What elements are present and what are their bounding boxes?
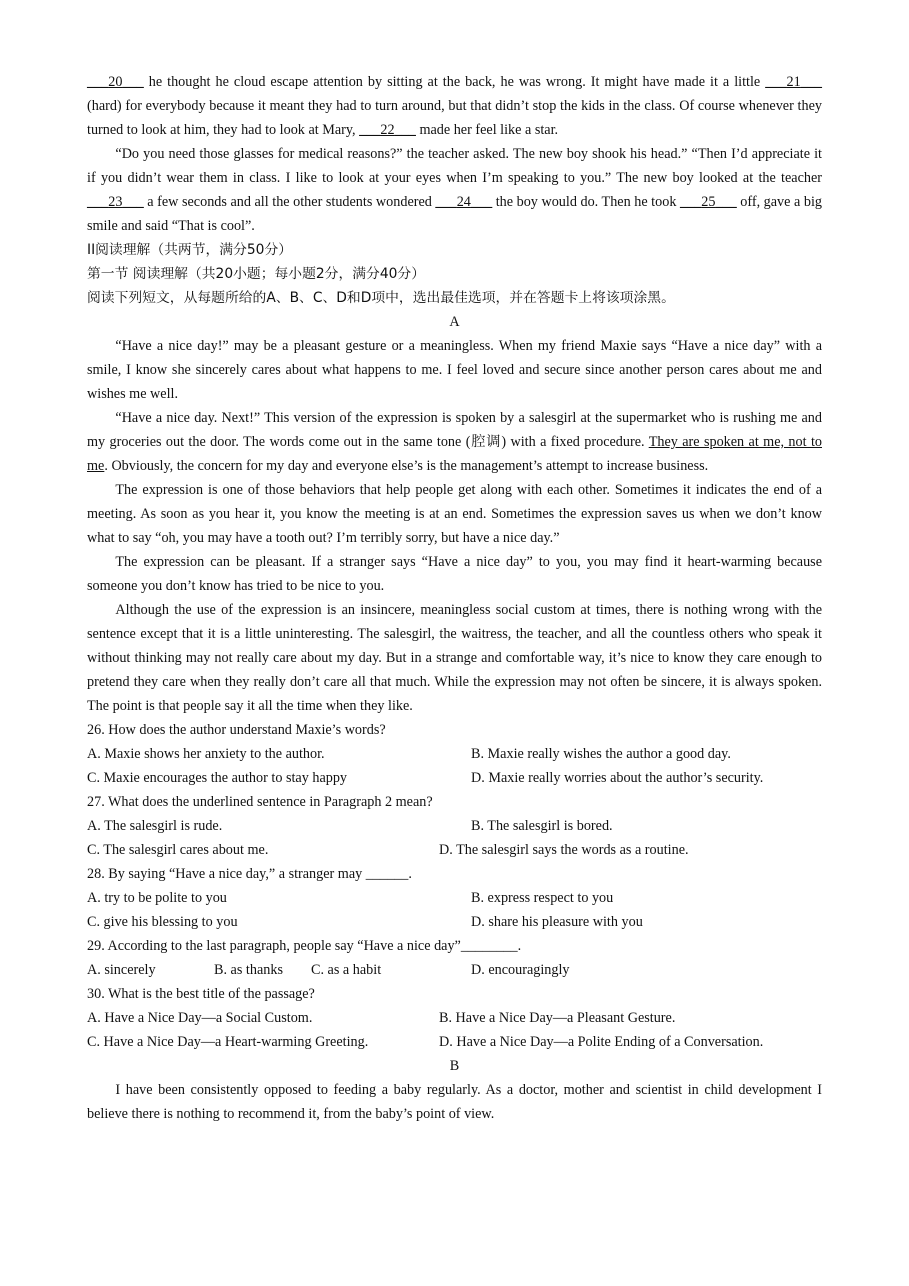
question-27-option-c: C. The salesgirl cares about me.	[87, 842, 269, 858]
question-29-option-b: B. as thanks	[214, 962, 283, 978]
part-1-title: 第一节 阅读理解（共20小题；每小题2分，满分40分）	[87, 266, 426, 282]
question-28-options-row-1	[87, 886, 822, 910]
blank-24: ___24___	[435, 194, 493, 210]
question-26-option-b: B. Maxie really wishes the author a good day.	[471, 746, 731, 762]
passage-a-paragraph-4: The expression can be pleasant. If a stranger says “Have a nice day” to you, you may find it heart-warming because someone you don’t know has tried to be nice to you.	[87, 554, 822, 594]
question-26-stem: 26. How does the author understand Maxie’s words?	[87, 722, 386, 738]
question-29-option-d: D. encouragingly	[471, 962, 570, 978]
cloze-paragraph-2: “Do you need those glasses for medical reasons?” the teacher asked. The new boy shook his head.” “Then I’d appreciate it if you didn’t wear them in class. I like to look at your eyes when I’m speaking to you.” The new boy looked at the teacher ___23___ a few seconds and all the other students wondered ___24___ the boy would do. Then he took ___25___ off, gave a big smile and said “That is cool”.	[87, 146, 822, 234]
question-30-option-b: B. Have a Nice Day—a Pleasant Gesture.	[439, 1010, 676, 1026]
section-ii-title: II阅读理解（共两节，满分50分）	[87, 242, 293, 258]
blank-21: ___21___	[765, 74, 822, 90]
cloze-paragraph-1: ___20___ he thought he cloud escape attention by sitting at the back, he was wrong. It might have made it a little ___21___ (hard) for everybody because it meant they had to turn around, but that didn’t stop the kids in the class. Of course whenever they turned to look at him, they had to look at Mary, ___22___ made her feel like a star.	[87, 74, 822, 138]
question-30-options-row-1	[87, 1006, 822, 1030]
question-28-option-a: A. try to be polite to you	[87, 890, 227, 906]
blank-22: ___22___	[359, 122, 416, 138]
question-26-option-d: D. Maxie really worries about the author’s security.	[471, 770, 764, 786]
passage-b-label: B	[449, 1058, 460, 1074]
question-26-options-row-2	[87, 766, 822, 790]
question-27-option-d: D. The salesgirl says the words as a routine.	[439, 842, 689, 858]
passage-a-paragraph-1: “Have a nice day!” may be a pleasant gesture or a meaningless. When my friend Maxie says “Have a nice day” with a smile, I know she sincerely cares about what happens to me. I feel loved and secure since another person cares about me and wishes me well.	[87, 338, 822, 402]
question-28-option-b: B. express respect to you	[471, 890, 614, 906]
question-28-options-row-2	[87, 910, 822, 934]
question-27-stem: 27. What does the underlined sentence in Paragraph 2 mean?	[87, 794, 433, 810]
question-27-option-a: A. The salesgirl is rude.	[87, 818, 223, 834]
question-27-option-b: B. The salesgirl is bored.	[471, 818, 613, 834]
question-29-options-row	[87, 958, 822, 982]
question-26-option-a: A. Maxie shows her anxiety to the author.	[87, 746, 325, 762]
underlined-sentence: They are spoken at me, not to me	[87, 434, 822, 474]
question-26-option-c: C. Maxie encourages the author to stay happy	[87, 770, 348, 786]
question-29-stem: 29. According to the last paragraph, people say “Have a nice day”________.	[87, 938, 522, 954]
question-27-options-row-1	[87, 814, 822, 838]
question-28-option-c: C. give his blessing to you	[87, 914, 238, 930]
question-26-options-row-1	[87, 742, 822, 766]
document-page	[87, 70, 822, 1126]
question-30-stem: 30. What is the best title of the passage?	[87, 986, 315, 1002]
passage-a-label: A	[449, 314, 460, 330]
passage-a-paragraph-3: The expression is one of those behaviors that help people get along with each other. Sometimes it indicates the end of a meeting. As soon as you hear it, you know the meeting is at an end. Sometimes the expression saves us when we don’t know what to say “oh, you may have a tooth out? I’m terribly sorry, but have a nice day.”	[87, 482, 822, 546]
passage-a-paragraph-2: “Have a nice day. Next!” This version of the expression is spoken by a salesgirl at the supermarket who is rushing me and my groceries out the door. The words come out in the same tone (腔调) with a fixed procedure. They are spoken at me, not to me. Obviously, the concern for my day and everyone else’s is the management’s attempt to increase business.	[87, 410, 822, 474]
blank-25: ___25___	[679, 194, 737, 210]
question-28-stem: 28. By saying “Have a nice day,” a stranger may ______.	[87, 866, 412, 882]
question-30-option-c: C. Have a Nice Day—a Heart-warming Greeting.	[87, 1034, 369, 1050]
question-29-option-c: C. as a habit	[311, 962, 382, 978]
question-30-options-row-2	[87, 1030, 822, 1054]
question-30-option-a: A. Have a Nice Day—a Social Custom.	[87, 1010, 313, 1026]
passage-b-paragraph-1: I have been consistently opposed to feeding a baby regularly. As a doctor, mother and scientist in child development I believe there is nothing to recommend it, from the baby’s point of view.	[87, 1082, 822, 1122]
blank-20: ___20___	[87, 74, 144, 90]
question-27-options-row-2	[87, 838, 822, 862]
reading-instruction: 阅读下列短文，从每题所给的A、B、C、D和D项中，选出最佳选项，并在答题卡上将该项涂黑。	[87, 290, 675, 306]
passage-a-paragraph-5: Although the use of the expression is an insincere, meaningless social custom at times, there is nothing wrong with the sentence except that it is a little uninteresting. The salesgirl, the waitress, the teacher, and all the countless others who speak it without thinking may not really care about my day. But in a strange and comfortable way, it’s nice to know they care enough to pretend they care when they really don’t care all that much. While the expression may not often be sincere, it is always spoken. The point is that people say it all the time when they like.	[87, 602, 822, 714]
question-29-option-a: A. sincerely	[87, 962, 156, 978]
question-28-option-d: D. share his pleasure with you	[471, 914, 643, 930]
blank-23: ___23___	[87, 194, 144, 210]
question-30-option-d: D. Have a Nice Day—a Polite Ending of a Conversation.	[439, 1034, 764, 1050]
